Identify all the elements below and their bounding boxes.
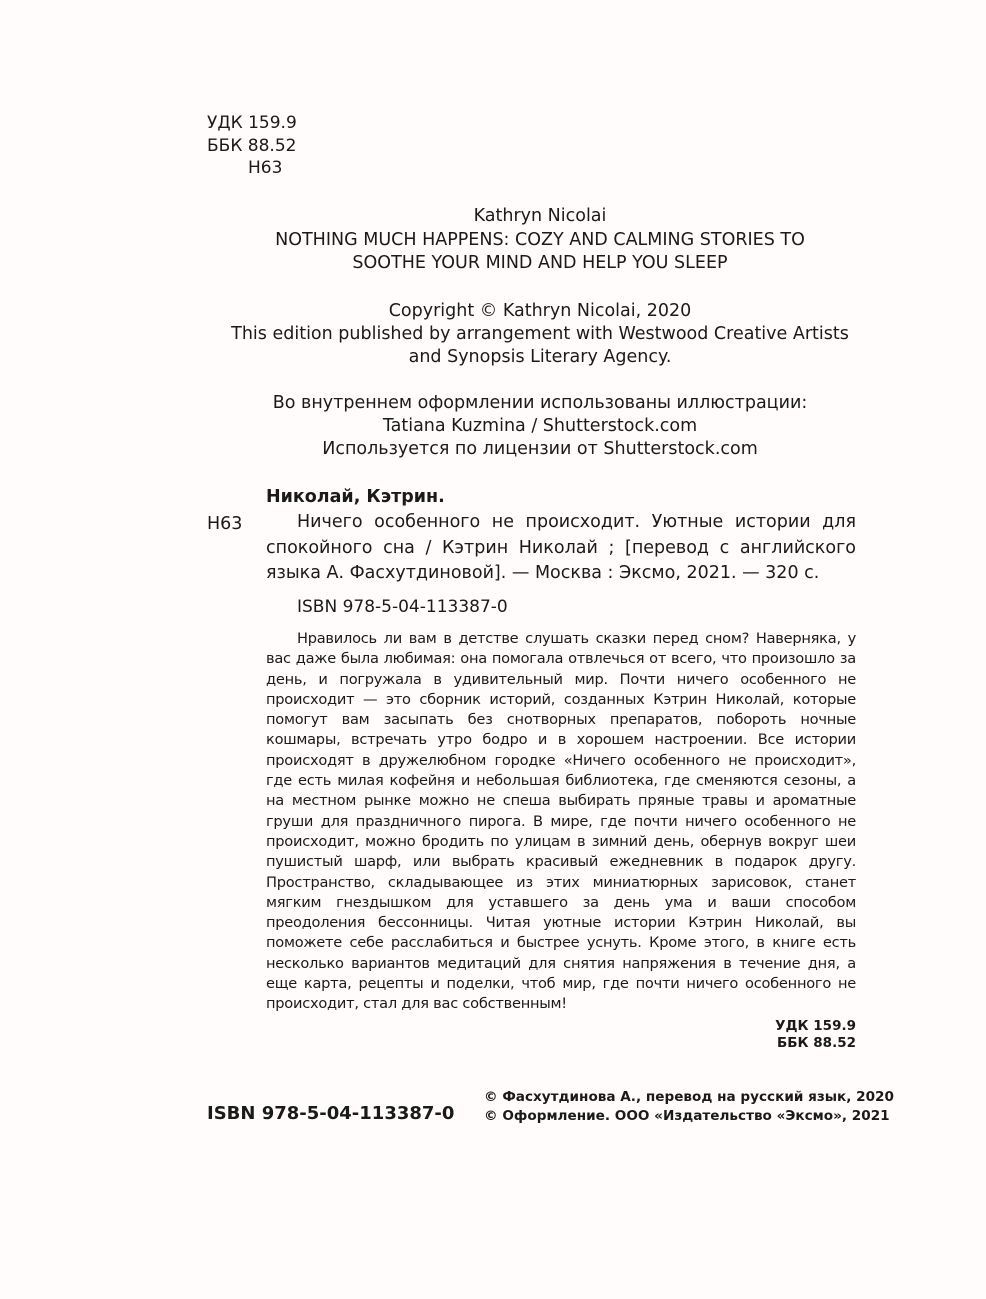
- author-mark: Н63: [248, 158, 283, 178]
- classification-codes-top: [207, 112, 297, 180]
- illustrations-credit: [190, 392, 890, 461]
- original-title-line-2: SOOTHE YOUR MIND AND HELP YOU SLEEP: [352, 253, 728, 273]
- annotation-paragraph: Нравилось ли вам в детстве слушать сказки перед сном? Наверняка, у вас даже была любимая: она помогала отвлечься от всего, что произошло за день, и погружала в удивительный мир. Почти ничего особенного не происходит — это сборник историй, созданных Кэтрин Николай, которые помогут вам засыпать без снотворных препаратов, побороть ночные кошмары, встречать утро бодро и в хорошем настроении. Все истории происходят в дружелюбном городке «Ничего особенного не происходит», где есть милая кофейня и небольшая библиотека, где сменяются сезоны, а на местном рынке можно не спеша выбирать пряные травы и ароматные груши для праздничного пирога. В мире, где почти ничего особенного не происходит, можно бродить по улицам в зимний день, обернув вокруг шеи пушистый шарф, или выбрать красивый ежедневник в подарок другу. Пространство, складывающее из этих миниатюрных зарисовок, станет мягким гнездышком для уставшего за день ума и ваши способом преодоления бессонницы. Читая уютные истории Кэтрин Николай, вы поможете себе расслабиться и быстрее уснуть. Кроме этого, в книге есть несколько вариантов медитаций для снятия напряжения в течение дня, а еще карта, рецепты и поделки, чтоб мир, где почти ничего особенного не происходит, стал для вас собственным!: [266, 630, 856, 1013]
- bbk-code-bottom: ББК 88.52: [776, 1035, 856, 1051]
- isbn-footer: ISBN 978-5-04-113387-0: [207, 1103, 455, 1124]
- illustrations-line-1: Во внутреннем оформлении использованы иллюстрации:: [272, 393, 808, 413]
- bibliographic-author-mark: Н63: [207, 514, 243, 534]
- footer-copyrights: [484, 1088, 894, 1125]
- copyright-notice: [190, 300, 890, 369]
- original-author: Kathryn Nicolai: [473, 206, 607, 226]
- original-title-line-1: NOTHING MUCH HAPPENS: COZY AND CALMING STORIES TO: [275, 230, 805, 250]
- illustrations-line-3: Используется по лицензии от Shutterstock.com: [322, 439, 758, 459]
- bibliographic-description: Ничего особенного не происходит. Уютные истории для спокойного сна / Кэтрин Николай ; [перевод с английского языка А. Фасхутдиновой]. — Москва : Эксмо, 2021. — 320 с.: [266, 512, 856, 583]
- udk-code-bottom: УДК 159.9: [775, 1018, 856, 1034]
- design-copyright: © Оформление. ООО «Издательство «Эксмо», 2021: [484, 1107, 890, 1124]
- bibliographic-isbn: ISBN 978-5-04-113387-0: [297, 597, 508, 617]
- original-title-block: [190, 205, 890, 275]
- bbk-code: ББК 88.52: [207, 135, 297, 156]
- translation-copyright: © Фасхутдинова А., перевод на русский язык, 2020: [484, 1089, 894, 1105]
- illustrations-line-2: Tatiana Kuzmina / Shutterstock.com: [382, 416, 698, 436]
- udk-code: УДК 159.9: [207, 113, 297, 133]
- classification-codes-bottom: [775, 1018, 856, 1052]
- copyright-line-2: This edition published by arrangement with Westwood Creative Artists: [231, 324, 849, 344]
- copyright-line-3: and Synopsis Literary Agency.: [408, 347, 672, 367]
- bibliographic-author-heading: Николай, Кэтрин.: [266, 487, 445, 507]
- copyright-line-1: Copyright © Kathryn Nicolai, 2020: [388, 301, 692, 321]
